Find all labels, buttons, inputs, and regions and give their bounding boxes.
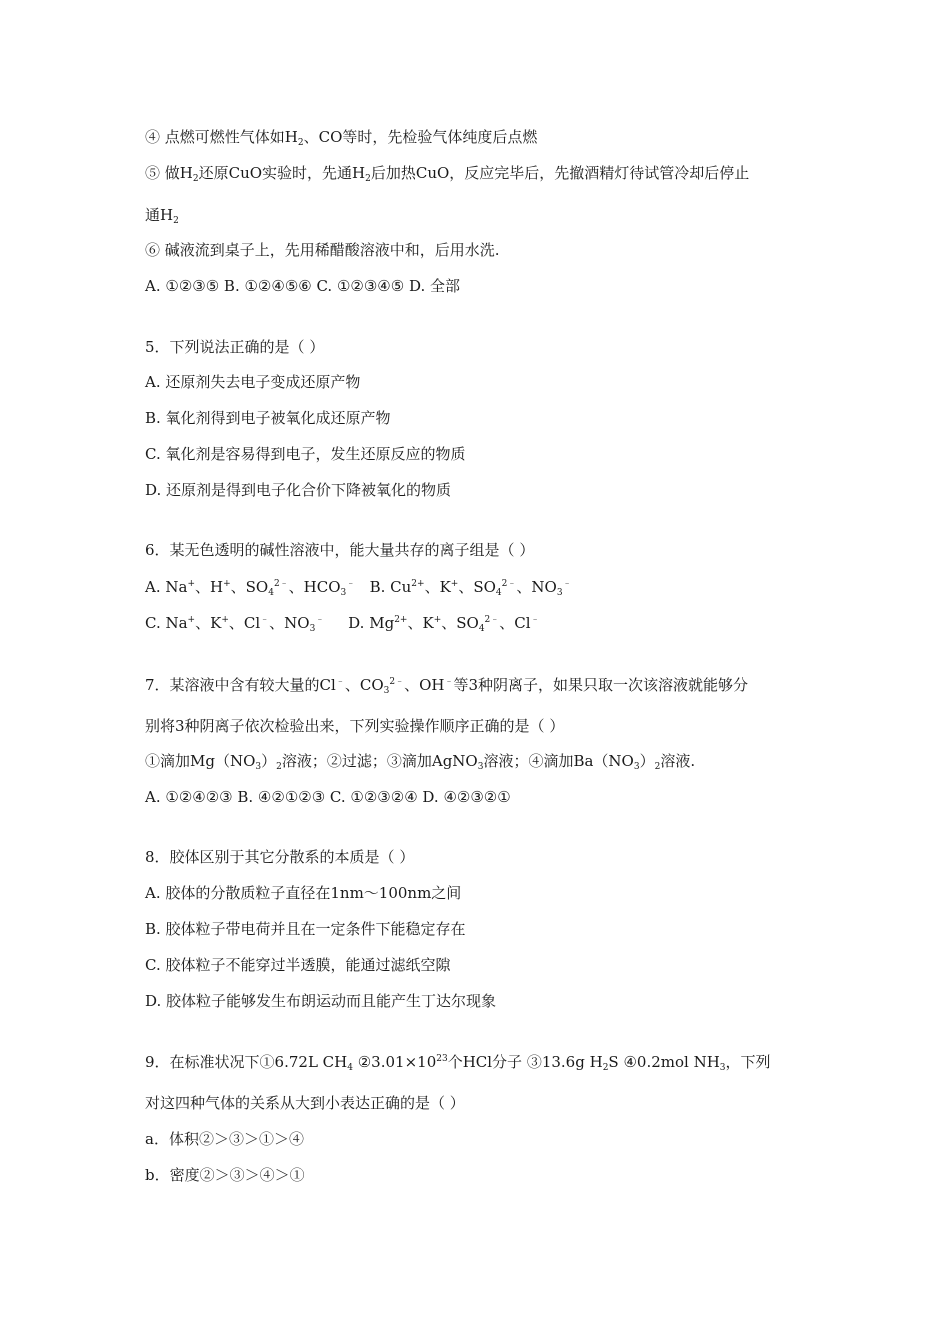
q8-option-a: A. 胶体的分散质粒子直径在1nm～100nm之间 (145, 884, 462, 902)
q4-statement-4: ④ 点燃可燃性气体如$H_2$、CO等时，先检验气体纯度后点燃 (145, 128, 538, 148)
q9-statement-a: a．体积②＞③＞①＞④ (145, 1130, 304, 1148)
q7-stem-line1: 7．某溶液中含有较大量的Cl﹣、$CO_3^{2﹣}$、OH﹣等3种阴离子，如果只取一次该溶液就能够分 (145, 676, 749, 696)
q8-stem: 8．胶体区别于其它分散系的本质是（ ） (145, 848, 415, 866)
q4-options: A. ①②③⑤ B. ①②④⑤⑥ C. ①②③④⑤ D. 全部 (145, 277, 461, 295)
q9-stem-line1: 9．在标准状况下①6.72L $CH_4$ $②3.01\times 10^{23}$个HCl分子 ③13.6g $H_2S$ ④0.2mol $NH_3$，下列 (145, 1053, 771, 1073)
q8-option-d: D. 胶体粒子能够发生布朗运动而且能产生丁达尔现象 (145, 992, 497, 1010)
q8-option-b: B. 胶体粒子带电荷并且在一定条件下能稳定存在 (145, 920, 466, 938)
q4-statement-5-cont: 通$H_2$ (145, 206, 179, 226)
q7-options: A. ①②④②③ B. ④②①②③ C. ①②③②④ D. ④②③②① (145, 788, 511, 806)
q9-stem-line2: 对这四种气体的关系从大到小表达正确的是（ ） (145, 1094, 465, 1112)
q4-statement-5: ⑤ 做$H_2$还原CuO实验时，先通$H_2$后加热CuO，反应完毕后，先撤酒精灯待试管冷却后停止 (145, 164, 750, 184)
q5-option-c: C. 氧化剂是容易得到电子，发生还原反应的物质 (145, 445, 466, 463)
q9-statement-b: b．密度②＞③＞④＞① (145, 1166, 305, 1184)
q6-options-cd: C. Na+、K+、Cl﹣、$NO_3^﹣$ D. $Mg^{2+}$、K+、$SO_4^{2﹣}$、Cl﹣ (145, 614, 540, 634)
q5-option-a: A. 还原剂失去电子变成还原产物 (145, 373, 361, 391)
q5-option-b: B. 氧化剂得到电子被氧化成还原产物 (145, 409, 391, 427)
q8-option-c: C. 胶体粒子不能穿过半透膜，能通过滤纸空隙 (145, 956, 451, 974)
q7-operations: ①滴加$Mg(NO_3)_2$溶液；②过滤；③滴加AgNO$_3$溶液；④滴加$Ba(NO_3)_2$溶液. (145, 752, 696, 772)
q7-stem-line2: 别将3种阴离子依次检验出来，下列实验操作顺序正确的是（ ） (145, 717, 565, 735)
q5-option-d: D. 还原剂是得到电子化合价下降被氧化的物质 (145, 481, 452, 499)
q6-options-ab: A. Na+、H+、$SO_4^{2﹣}$、$HCO_3^﹣$ B. $Cu^{2+}$、K+、$SO_4^{2﹣}$、$NO_3^﹣$ (145, 578, 572, 598)
q4-statement-6: ⑥ 碱液流到桌子上，先用稀醋酸溶液中和，后用水洗. (145, 241, 500, 259)
q5-stem: 5．下列说法正确的是（ ） (145, 338, 325, 356)
q6-stem: 6．某无色透明的碱性溶液中，能大量共存的离子组是（ ） (145, 541, 535, 559)
